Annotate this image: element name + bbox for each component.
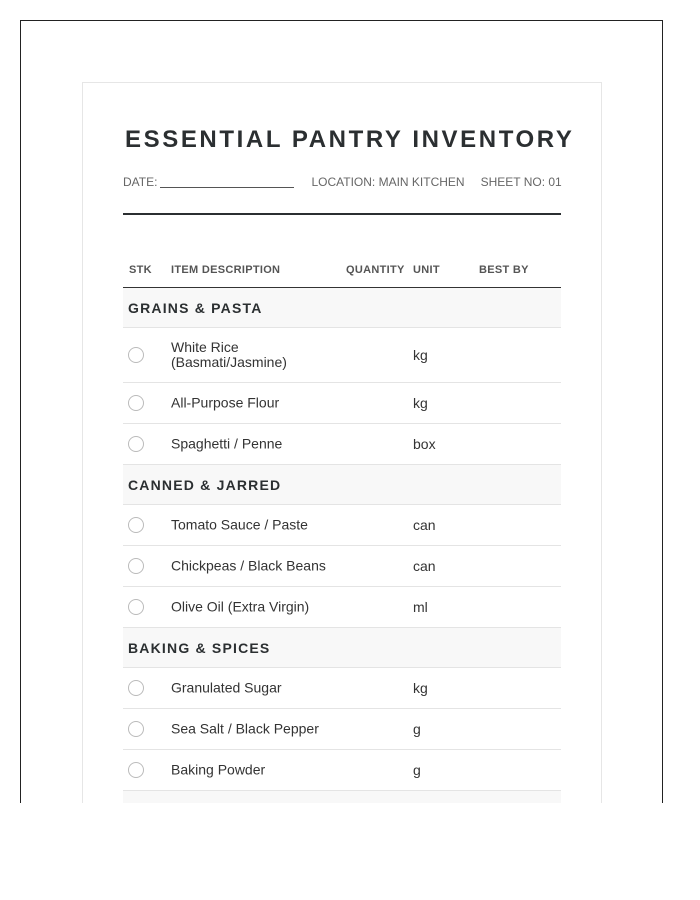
table-row (123, 587, 561, 628)
table-row (123, 668, 561, 709)
item-description: Tomato Sauce / Paste (171, 516, 308, 533)
table-row (123, 709, 561, 750)
stock-check-circle[interactable] (128, 721, 144, 737)
stock-check-circle[interactable] (128, 558, 144, 574)
item-description: Sea Salt / Black Pepper (171, 720, 319, 737)
table-header (123, 261, 561, 288)
date-field[interactable] (160, 187, 294, 188)
item-description: Baking Powder (171, 761, 266, 778)
column-header-stk: STK (129, 264, 152, 276)
item-unit: ml (413, 599, 428, 615)
inventory-table-body (123, 288, 561, 803)
category-label: CANNED & JARRED (128, 477, 282, 493)
item-description: All-Purpose Flour (171, 394, 280, 411)
category-header (123, 288, 561, 328)
item-description: Chickpeas / Black Beans (171, 557, 326, 574)
stock-check-circle[interactable] (128, 436, 144, 452)
item-description: Spaghetti / Penne (171, 435, 283, 452)
column-header-quantity: QUANTITY (346, 264, 405, 276)
item-description: Granulated Sugar (171, 679, 282, 696)
item-unit: g (413, 721, 421, 737)
item-unit: can (413, 517, 436, 533)
stock-check-circle[interactable] (128, 347, 144, 363)
table-row (123, 424, 561, 465)
item-unit: kg (413, 680, 428, 696)
category-header (123, 465, 561, 505)
stock-check-circle[interactable] (128, 517, 144, 533)
column-header-best-by: BEST BY (479, 264, 529, 276)
item-unit: box (413, 436, 436, 452)
page-title: ESSENTIAL PANTRY INVENTORY (125, 126, 575, 153)
item-unit: can (413, 558, 436, 574)
stock-check-circle[interactable] (128, 680, 144, 696)
location-label: LOCATION: MAIN KITCHEN (311, 175, 465, 189)
column-header-unit: UNIT (413, 264, 440, 276)
stock-check-circle[interactable] (128, 762, 144, 778)
category-label: GRAINS & PASTA (128, 300, 263, 316)
page-frame (20, 20, 663, 803)
header-divider (123, 213, 561, 215)
category-header (123, 628, 561, 668)
item-description: Olive Oil (Extra Virgin) (171, 598, 310, 615)
item-unit: kg (413, 347, 428, 363)
item-unit: kg (413, 395, 428, 411)
table-row (123, 383, 561, 424)
item-description: White Rice (Basmati/Jasmine) (171, 339, 287, 370)
inventory-sheet (82, 82, 602, 803)
stock-check-circle[interactable] (128, 395, 144, 411)
table-row (123, 750, 561, 791)
table-row (123, 328, 561, 383)
date-label: DATE: (123, 175, 158, 189)
stock-check-circle[interactable] (128, 599, 144, 615)
table-row (123, 546, 561, 587)
sheet-number: SHEET NO: 01 (480, 175, 562, 189)
table-row (123, 505, 561, 546)
sheet-meta (123, 175, 563, 189)
item-unit: g (413, 762, 421, 778)
category-header-cutoff (123, 791, 561, 803)
column-header-description: ITEM DESCRIPTION (171, 264, 281, 276)
category-label: BAKING & SPICES (128, 640, 271, 656)
